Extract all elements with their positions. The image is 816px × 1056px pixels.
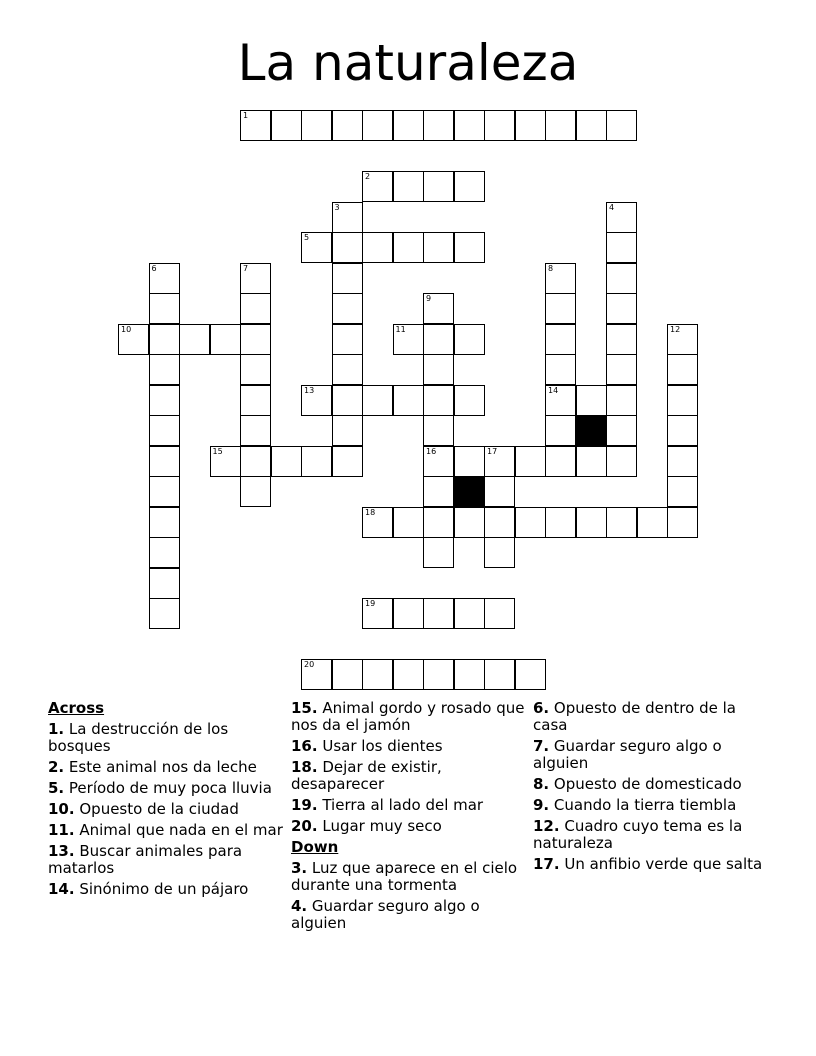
grid-cell[interactable] [149,476,180,507]
clue-text: Guardar seguro algo o alguien [533,737,722,772]
cell-number: 13 [304,385,315,395]
clue-text: Opuesto de la ciudad [79,800,239,818]
clue-item [48,881,288,898]
puzzle-title: La naturaleza [237,34,579,92]
clue-number: 7. [533,737,550,755]
cell-number: 7 [243,263,249,273]
grid-cell[interactable] [545,263,576,294]
grid-cell[interactable] [240,446,271,477]
grid-cell[interactable] [454,598,485,629]
grid-cell[interactable] [454,446,485,477]
grid-cell[interactable] [240,354,271,385]
grid-cell[interactable] [362,385,393,416]
grid-cell[interactable] [240,415,271,446]
grid-cell[interactable] [667,415,698,446]
clue-number: 1. [48,720,65,738]
cell-number: 11 [395,324,406,334]
grid-cell[interactable] [332,110,363,141]
clue-item [533,776,773,793]
grid-cell[interactable] [149,385,180,416]
clue-text: Cuando la tierra tiembla [553,796,737,814]
clue-number: 13. [48,842,75,860]
cell-number: 3 [334,202,340,212]
grid-cell[interactable] [332,293,363,324]
clue-item [48,801,288,818]
black-square [576,415,607,446]
grid-cell[interactable] [606,110,637,141]
grid-cell[interactable] [240,324,271,355]
clue-item [533,797,773,814]
clue-number: 11. [48,821,75,839]
grid-cell[interactable] [606,263,637,294]
clue-number: 19. [291,796,318,814]
grid-cell[interactable] [362,110,393,141]
grid-cell[interactable] [423,446,454,477]
clue-text: La destrucción de los bosques [48,720,229,755]
clue-number: 16. [291,737,318,755]
grid-cell[interactable] [393,507,424,538]
grid-cell[interactable] [332,263,363,294]
grid-cell[interactable] [362,232,393,263]
clue-number: 3. [291,859,308,877]
grid-cell[interactable] [332,202,363,233]
clue-item [48,759,288,776]
grid-cell[interactable] [667,476,698,507]
grid-cell[interactable] [423,598,454,629]
clue-text: Usar los dientes [322,737,443,755]
clue-number: 18. [291,758,318,776]
grid-cell[interactable] [240,476,271,507]
cell-number: 10 [121,324,132,334]
grid-cell[interactable] [301,659,332,690]
clue-item [48,843,288,877]
clue-number: 2. [48,758,65,776]
grid-cell[interactable] [362,171,393,202]
grid-cell[interactable] [545,293,576,324]
grid-cell[interactable] [454,659,485,690]
grid-cell[interactable] [423,354,454,385]
clue-number: 8. [533,775,550,793]
grid-cell[interactable] [606,232,637,263]
clues-column-2 [291,700,531,936]
cell-number: 6 [151,263,157,273]
cell-number: 19 [365,599,376,608]
grid-cell[interactable] [210,446,241,477]
clue-text: Sinónimo de un pájaro [79,880,249,898]
clue-number: 10. [48,800,75,818]
clue-text: Un anfibio verde que salta [564,855,763,873]
grid-cell[interactable] [393,110,424,141]
clue-item [48,822,288,839]
grid-cell[interactable] [149,415,180,446]
grid-cell[interactable] [515,507,546,538]
grid-cell[interactable] [606,354,637,385]
clue-item [48,721,288,755]
clue-number: 12. [533,817,560,835]
grid-cell[interactable] [423,293,454,324]
grid-cell[interactable] [545,446,576,477]
grid-cell[interactable] [423,110,454,141]
grid-cell[interactable] [332,232,363,263]
cell-number: 9 [426,294,432,303]
clue-number: 4. [291,897,308,915]
grid-cell[interactable] [149,354,180,385]
grid-cell[interactable] [454,171,485,202]
clue-text: Luz que aparece en el cielo durante una tormenta [291,859,518,894]
grid-cell[interactable] [179,324,210,355]
clue-item [291,860,531,894]
grid-cell[interactable] [545,507,576,538]
grid-cell[interactable] [576,446,607,477]
clue-text: Animal que nada en el mar [79,821,283,839]
grid-cell[interactable] [149,293,180,324]
grid-cell[interactable] [484,659,515,690]
clue-text: Opuesto de dentro de la casa [533,699,736,734]
grid-cell[interactable] [484,537,515,568]
grid-cell[interactable] [393,324,424,355]
grid-cell[interactable] [423,659,454,690]
grid-cell[interactable] [362,598,393,629]
down-header: Down [291,838,339,856]
grid-cell[interactable] [210,324,241,355]
grid-cell[interactable] [332,415,363,446]
grid-cell[interactable] [606,202,637,233]
clue-number: 17. [533,855,560,873]
grid-cell[interactable] [332,354,363,385]
grid-cell[interactable] [576,385,607,416]
grid-cell[interactable] [545,415,576,446]
clue-item [533,738,773,772]
grid-cell[interactable] [545,110,576,141]
grid-cell[interactable] [423,385,454,416]
cell-number: 20 [304,660,315,669]
grid-cell[interactable] [118,324,149,355]
clue-text: Lugar muy seco [322,817,442,835]
grid-cell[interactable] [149,507,180,538]
grid-cell[interactable] [667,385,698,416]
grid-cell[interactable] [667,507,698,538]
grid-cell[interactable] [484,110,515,141]
grid-cell[interactable] [423,415,454,446]
grid-cell[interactable] [240,110,271,141]
clue-number: 20. [291,817,318,835]
cell-number: 18 [365,507,376,517]
grid-cell[interactable] [423,507,454,538]
grid-cell[interactable] [515,659,546,690]
grid-cell[interactable] [393,385,424,416]
cell-number: 8 [548,263,554,273]
clue-text: Dejar de existir, desaparecer [291,758,442,793]
grid-cell[interactable] [393,171,424,202]
clue-number: 14. [48,880,75,898]
clue-item [291,738,531,755]
clue-number: 5. [48,779,65,797]
clue-item [533,856,773,873]
grid-cell[interactable] [149,446,180,477]
grid-cell[interactable] [545,324,576,355]
grid-cell[interactable] [362,659,393,690]
clue-text: Opuesto de domesticado [553,775,742,793]
grid-cell[interactable] [454,110,485,141]
grid-cell[interactable] [271,110,302,141]
grid-cell[interactable] [667,446,698,477]
grid-cell[interactable] [149,537,180,568]
cell-number: 14 [548,385,559,395]
grid-cell[interactable] [454,385,485,416]
cell-number: 17 [487,446,498,456]
grid-cell[interactable] [149,324,180,355]
grid-cell[interactable] [332,446,363,477]
grid-cell[interactable] [606,324,637,355]
clue-item [291,797,531,814]
grid-cell[interactable] [606,385,637,416]
clue-item [533,700,773,734]
grid-cell[interactable] [149,568,180,599]
grid-cell[interactable] [240,293,271,324]
cell-number: 2 [365,172,371,181]
black-square [454,476,485,507]
grid-cell[interactable] [484,507,515,538]
clue-item [533,818,773,852]
grid-cell[interactable] [301,446,332,477]
clue-item [291,759,531,793]
cell-number: 4 [609,202,615,212]
clue-text: Cuadro cuyo tema es la naturaleza [533,817,743,852]
clues-column-3 [533,700,773,877]
cell-number: 16 [426,446,437,456]
grid-cell[interactable] [454,507,485,538]
grid-cell[interactable] [606,293,637,324]
grid-cell[interactable] [332,385,363,416]
grid-cell[interactable] [332,659,363,690]
grid-cell[interactable] [484,598,515,629]
grid-cell[interactable] [484,476,515,507]
clue-text: Este animal nos da leche [68,758,257,776]
grid-cell[interactable] [637,507,668,538]
grid-cell[interactable] [484,446,515,477]
grid-cell[interactable] [423,324,454,355]
grid-cell[interactable] [332,324,363,355]
cell-number: 15 [212,446,223,456]
grid-cell[interactable] [423,232,454,263]
grid-cell[interactable] [301,385,332,416]
clue-item [291,700,531,734]
grid-cell[interactable] [545,354,576,385]
grid-cell[interactable] [423,476,454,507]
grid-cell[interactable] [240,385,271,416]
clue-text: Tierra al lado del mar [322,796,484,814]
grid-cell[interactable] [149,598,180,629]
grid-cell[interactable] [576,507,607,538]
grid-cell[interactable] [454,324,485,355]
grid-cell[interactable] [454,232,485,263]
across-header: Across [48,699,105,717]
clue-number: 9. [533,796,550,814]
grid-cell[interactable] [606,446,637,477]
grid-cell[interactable] [667,324,698,355]
clues-column-1 [48,700,288,902]
grid-cell[interactable] [515,110,546,141]
grid-cell[interactable] [423,537,454,568]
clue-text: Período de muy poca lluvia [68,779,272,797]
grid-cell[interactable] [393,232,424,263]
clue-item [48,780,288,797]
grid-cell[interactable] [515,446,546,477]
clue-number: 15. [291,699,318,717]
clue-number: 6. [533,699,550,717]
clue-text: Buscar animales para matarlos [48,842,243,877]
grid-cell[interactable] [301,232,332,263]
clue-text: Animal gordo y rosado que nos da el jamón [291,699,525,734]
grid-cell[interactable] [149,263,180,294]
grid-cell[interactable] [606,507,637,538]
grid-cell[interactable] [667,354,698,385]
clue-item [291,818,531,835]
clue-text: Guardar seguro algo o alguien [291,897,480,932]
grid-cell[interactable] [606,415,637,446]
grid-cell[interactable] [240,263,271,294]
grid-cell[interactable] [362,507,393,538]
clue-item [291,898,531,932]
grid-cell[interactable] [393,659,424,690]
grid-cell[interactable] [271,446,302,477]
cell-number: 5 [304,233,310,242]
cell-number: 12 [670,324,681,334]
grid-cell[interactable] [301,110,332,141]
grid-cell[interactable] [576,110,607,141]
cell-number: 1 [243,111,249,120]
grid-cell[interactable] [545,385,576,416]
grid-cell[interactable] [393,598,424,629]
grid-cell[interactable] [423,171,454,202]
